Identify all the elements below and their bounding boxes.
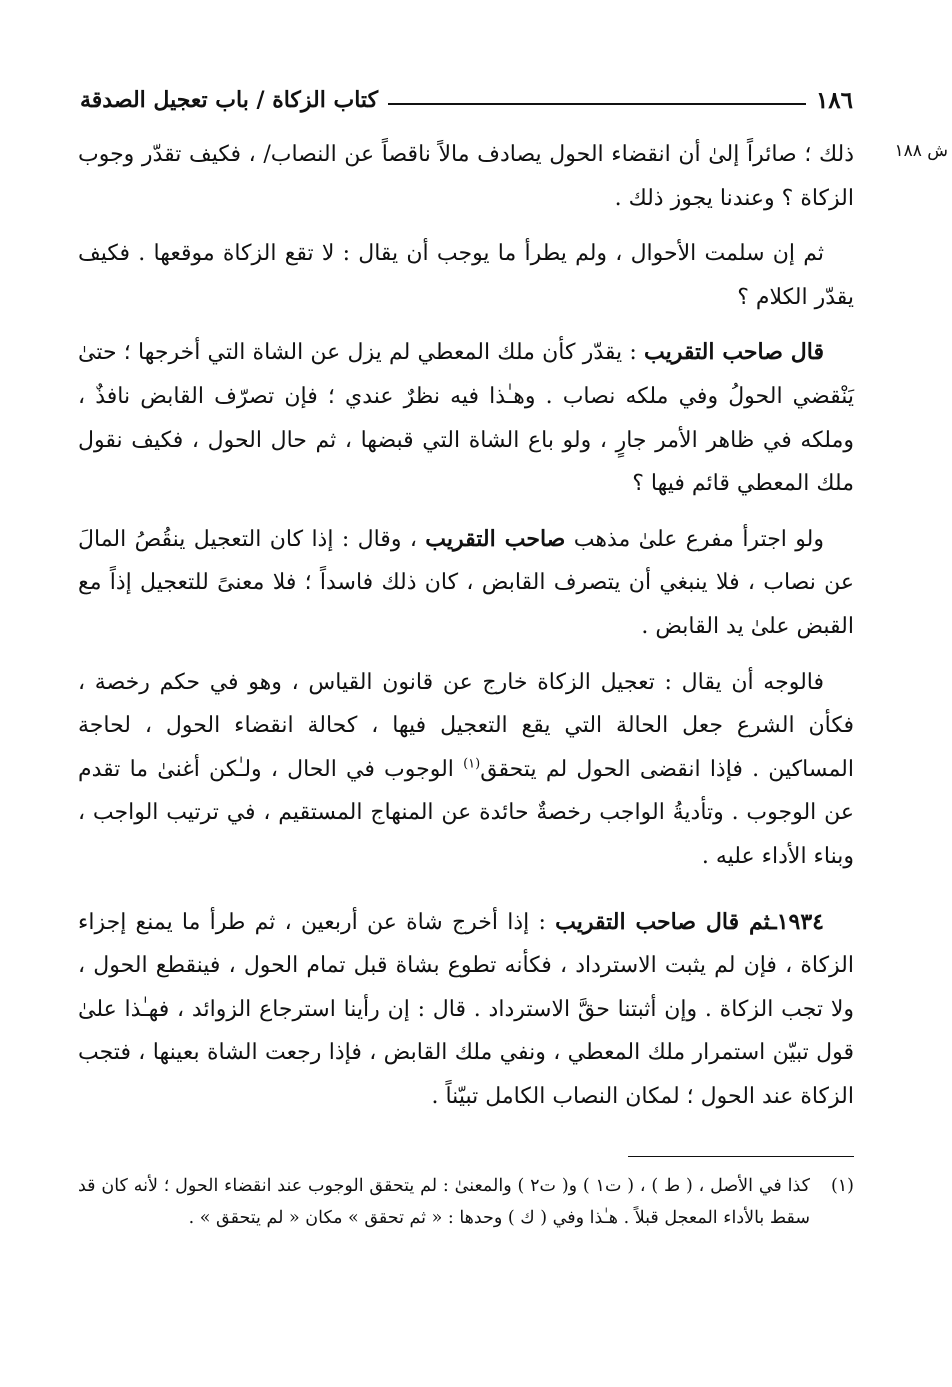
footnote-number: (١): [830, 1176, 854, 1196]
paragraph-4-lead: صاحب التقريب: [425, 525, 566, 552]
footnote-reference: (١): [463, 756, 481, 772]
page-number: ١٨٦: [815, 86, 853, 114]
footnote-rule: [628, 1156, 854, 1157]
footnotes: [78, 1170, 854, 1234]
paragraph-6-number: ١٩٣٤ـ: [770, 908, 824, 935]
paragraph-3: [78, 331, 854, 505]
paragraph-5-text-a: فالوجه أن يقال : تعجيل الزكاة خارج عن قانون القياس ، وهو في حكم رخصة ، فكأن الشرع جعل الحالة التي يقع التعجيل فيها ، كحالة انقضاء الحول ، لحاجة المساكين . فإذا انقضى الحول لم يتحقق: [78, 669, 855, 782]
paragraph-2: ثم إن سلمت الأحوال ، ولم يطرأ ما يوجب أن يقال : لا تقع الزكاة موقعها . فكيف يقدّر الكلام ؟: [78, 241, 854, 310]
footnote-text: كذا في الأصل ، ( ط ) ، ( ت١ ) و( ت٢ ) والمعنىٰ : لم يتحقق الوجوب عند انقضاء الحول ؛ لأنه كان قد سقط بالأداء المعجل قبلاً . هـٰذا وفي ( ك ) وحدها : « ثم تحقق » مكان « لم يتحقق » .: [78, 1176, 810, 1228]
footnote-1: [78, 1170, 854, 1234]
paragraph-4: [78, 518, 854, 649]
page-header: [80, 82, 853, 118]
paragraph-3-lead: قال صاحب التقريب: [644, 339, 825, 366]
paragraph-6-text: : إذا أخرج شاة عن أربعين ، ثم طرأ ما يمنع إجزاء الزكاة ، فإن لم يثبت الاسترداد ، فكأنه تطوع بشاة قبل تمام الحول ، فينقطع الحول ، ولا تجب الزكاة . وإن أثبتنا حقَّ الاسترداد . قال : إن رأينا استرجاع الزوائد ، فهـٰذا علىٰ قول تبيّن استمرار ملك المعطي ، ونفي ملك القابض ، فإذا رجعت الشاة بعينها ، فتجب الزكاة عند الحول ؛ لمكان النصاب الكامل تبيّناً .: [78, 909, 854, 1109]
paragraph-6-lead: ثم قال صاحب التقريب: [555, 908, 771, 935]
paragraph-6: [78, 901, 854, 1119]
margin-reference: ش ١٨٨: [894, 141, 948, 161]
paragraph-1: ذلك ؛ صائراً إلىٰ أن انقضاء الحول يصادف مالاً ناقصاً عن النصاب/ ، فكيف تقدّر وجوب الزكاة ؟ وعندنا يجوز ذلك .: [78, 142, 854, 211]
paragraph-3-text: : يقدّر كأن ملك المعطي لم يزل عن الشاة التي أخرجها ؛ حتىٰ يَنْقضي الحولُ وفي ملكه نصاب . وهـٰذا فيه نظرٌ عندي ؛ فإن تصرّف القابض نافذٌ ، وملكه في ظاهر الأمر جارٍ ، ولو باع الشاة التي قبضها ، ثم حال الحول ، فكيف نقول ملك المعطي قائم فيها ؟: [78, 340, 854, 497]
header-rule: [388, 103, 806, 105]
paragraph-4-text-b: ، وقال : إذا كان التعجيل ينقُصُ المالَ عن نصاب ، فلا ينبغي أن يتصرف القابض ، كان ذلك فاسداً ؛ فلا معنىً للتعجيل إذاً مع القبض علىٰ يد القابض .: [78, 526, 854, 639]
paragraph-4-text-a: ولو اجترأ مفرع علىٰ مذهب: [573, 526, 824, 552]
main-text: [78, 133, 854, 1130]
paragraph-5: [78, 661, 854, 879]
running-title: كتاب الزكاة / باب تعجيل الصدقة: [80, 87, 379, 113]
paragraph-5-text-b: الوجوب في الحال ، ولـٰكن أغنىٰ ما تقدم عن الوجوب . وتأديةُ الواجب رخصةٌ حائدة عن المنهاج المستقيم ، في ترتيب الواجب ، وبناء الأداء عليه .: [78, 756, 854, 869]
